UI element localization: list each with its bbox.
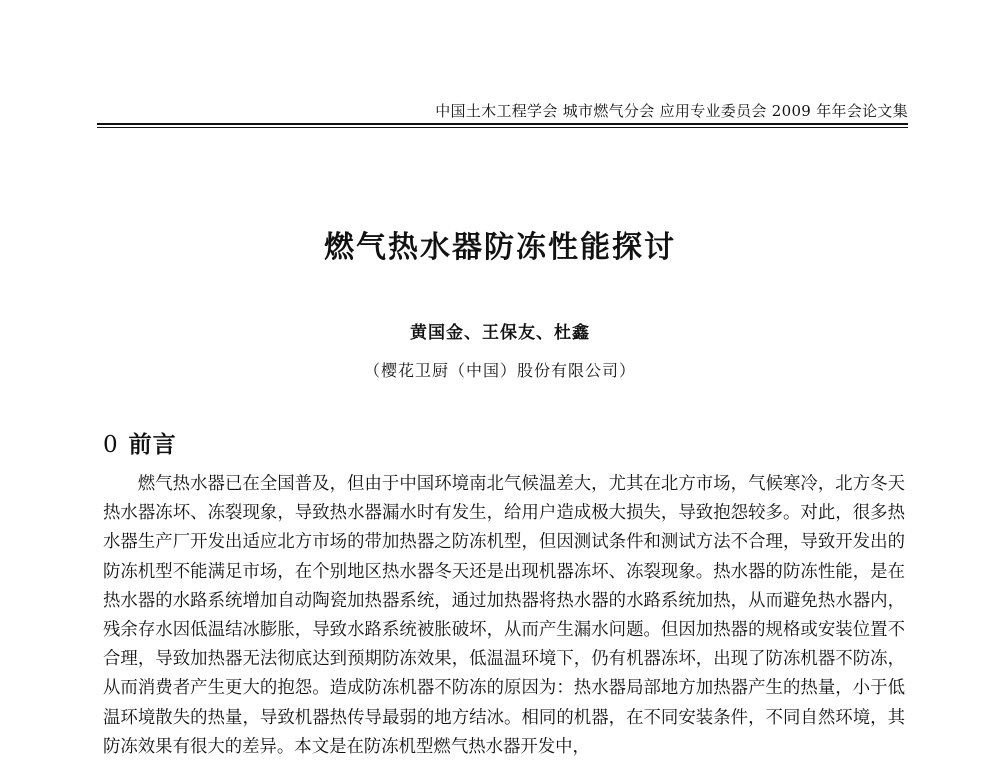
paper-authors: 黄国金、王保友、杜鑫 (410, 323, 590, 343)
section-title: 前言 (128, 431, 177, 458)
section-number: 0 (103, 432, 119, 458)
section-heading (103, 426, 177, 459)
paper-affiliation: （樱花卫厨（中国）股份有限公司） (363, 361, 636, 380)
header-rule (97, 123, 908, 125)
paper-title: 燃气热水器防冻性能探讨 (324, 230, 676, 265)
header-rule-thin (97, 127, 908, 128)
running-header: 中国土木工程学会 城市燃气分会 应用专业委员会 2009 年年会论文集 (435, 102, 908, 120)
body-paragraph: 燃气热水器已在全国普及，但由于中国环境南北气候温差大，尤其在北方市场，气候寒冷，北方冬天热水器冻坏、冻裂现象，导致热水器漏水时有发生，给用户造成极大损失，导致抱怨较多。对此，很多热水器生产厂开发出适应北方市场的带加热器之防冻机型，但因测试条件和测试方法不合理，导致开发出的防冻机型不能满足市场，在个别地区热水器冬天还是出现机器冻坏、冻裂现象。热水器的防冻性能，是在热水器的水路系统增加自动陶瓷加热器系统，通过加热器将热水器的水路系统加热，从而避免热水器内，残余存水因低温结冰膨胀，导致水路系统被胀破坏，从而产生漏水问题。但因加热器的规格或安装位置不合理，导致加热器无法彻底达到预期防冻效果，低温温环境下，仍有机器冻坏，出现了防冻机器不防冻，从而消费者产生更大的抱怨。造成防冻机器不防冻的原因为：热水器局部地方加热器产生的热量，小于低温环境散失的热量，导致机器热传导最弱的地方结冰。相同的机器，在不同安装条件，不同自然环境，其防冻效果有很大的差异。本文是在防冻机型燃气热水器开发中， (103, 474, 905, 757)
